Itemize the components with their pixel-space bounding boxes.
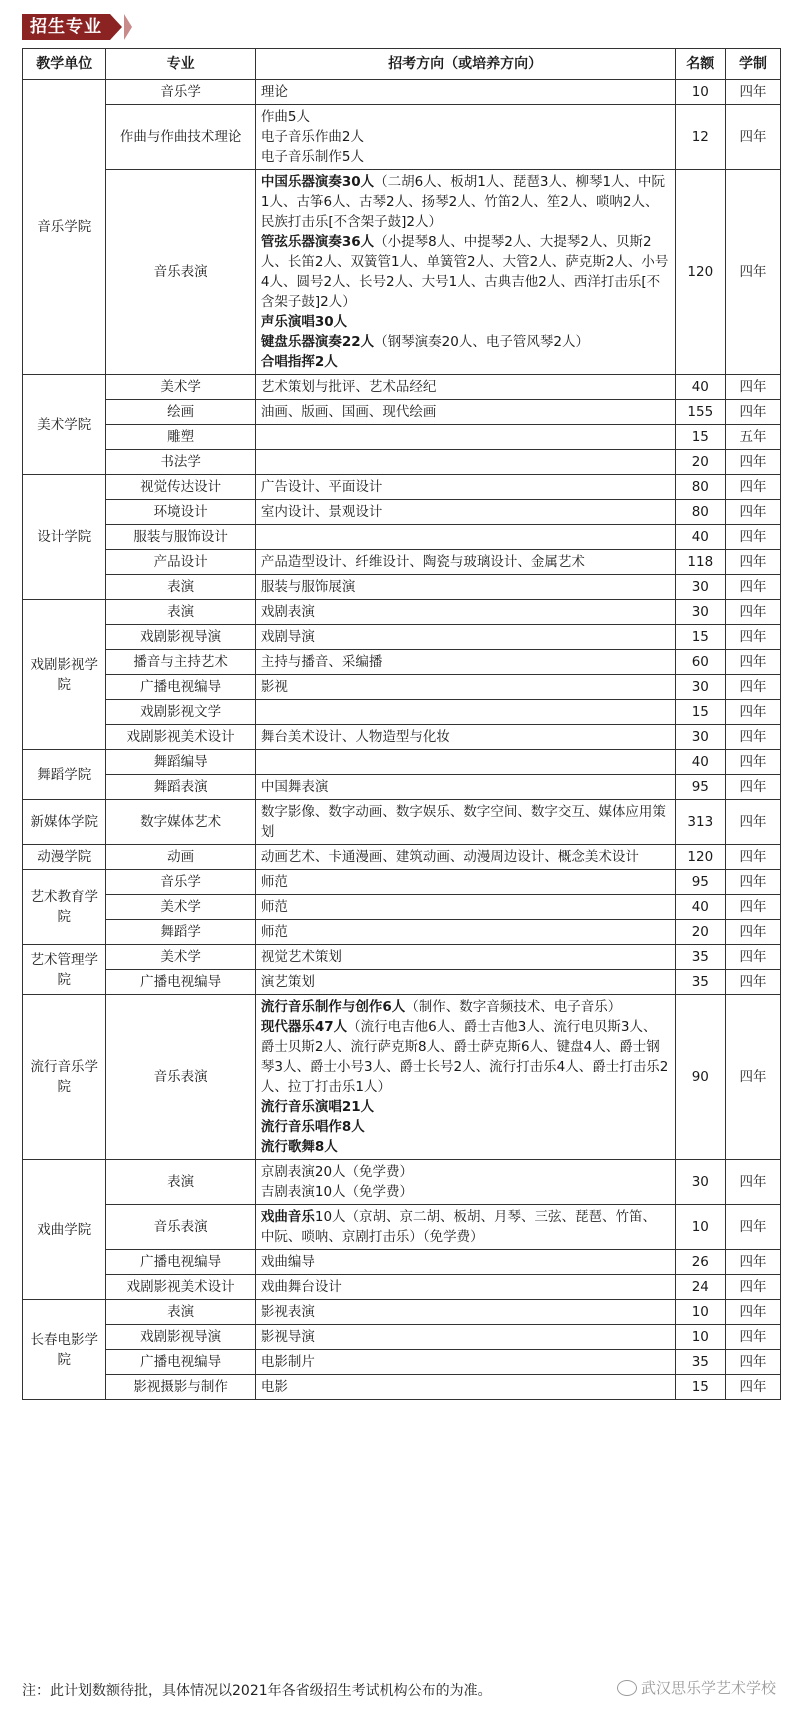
direction-cell	[255, 970, 675, 995]
unit-cell: 舞蹈学院	[23, 750, 106, 800]
quota-cell: 15	[675, 625, 726, 650]
table-row	[23, 1250, 781, 1275]
direction-bold-text: 流行音乐唱作8人	[260, 1119, 365, 1135]
direction-bold-text: 键盘乐器演奏22人	[260, 334, 375, 350]
major-cell: 舞蹈编导	[106, 750, 255, 775]
direction-line	[261, 777, 670, 797]
direction-cell	[255, 995, 675, 1160]
wechat-icon	[617, 1680, 637, 1696]
unit-cell: 设计学院	[23, 475, 106, 600]
direction-line	[261, 1277, 670, 1297]
direction-line	[261, 727, 670, 747]
years-cell: 四年	[726, 895, 781, 920]
years-cell: 四年	[726, 995, 781, 1160]
direction-bold-text: 流行歌舞8人	[260, 1139, 338, 1155]
direction-text: （钢琴演奏20人、电子管风琴2人）	[374, 334, 589, 350]
table-row	[23, 500, 781, 525]
direction-text: （小提琴8人、中提琴2人、大提琴2人、贝斯2人、长笛2人、双簧管1人、单簧管2人、大管2人、萨克斯2人、小号4人、圆号2人、长号2人、大号1人、古典吉他2人、西洋打击乐[不含架子鼓]2人）	[260, 234, 669, 310]
direction-cell	[255, 775, 675, 800]
direction-cell	[255, 1160, 675, 1205]
direction-bold-text: 管弦乐器演奏36人	[260, 234, 375, 250]
direction-line	[261, 82, 670, 102]
table-row	[23, 675, 781, 700]
quota-cell: 12	[675, 105, 726, 170]
major-cell: 影视摄影与制作	[106, 1375, 255, 1400]
direction-cell	[255, 895, 675, 920]
direction-line	[261, 502, 670, 522]
major-cell: 音乐表演	[106, 995, 255, 1160]
years-cell: 四年	[726, 1300, 781, 1325]
years-cell: 四年	[726, 1275, 781, 1300]
title-arrow-accent-icon	[124, 14, 132, 40]
years-cell: 四年	[726, 1375, 781, 1400]
years-cell: 四年	[726, 800, 781, 845]
major-cell: 作曲与作曲技术理论	[106, 105, 255, 170]
major-cell: 美术学	[106, 895, 255, 920]
years-cell: 四年	[726, 375, 781, 400]
direction-text: 视觉艺术策划	[260, 949, 342, 965]
major-cell: 绘画	[106, 400, 255, 425]
direction-cell	[255, 945, 675, 970]
footer-note: 注：此计划数额待批，具体情况以2021年各省级招生考试机构公布的为准。	[22, 1683, 492, 1699]
major-cell: 广播电视编导	[106, 1250, 255, 1275]
quota-cell: 95	[675, 775, 726, 800]
years-cell: 四年	[726, 920, 781, 945]
direction-cell	[255, 1250, 675, 1275]
major-cell: 美术学	[106, 375, 255, 400]
major-cell: 戏剧影视美术设计	[106, 1275, 255, 1300]
direction-line	[261, 627, 670, 647]
direction-line	[261, 602, 670, 622]
major-cell: 表演	[106, 575, 255, 600]
header-unit: 教学单位	[23, 49, 106, 80]
table-row	[23, 1375, 781, 1400]
table-row	[23, 920, 781, 945]
direction-text: 戏曲舞台设计	[260, 1279, 342, 1295]
direction-text: 室内设计、景观设计	[260, 504, 383, 520]
quota-cell: 30	[675, 1160, 726, 1205]
quota-cell: 30	[675, 575, 726, 600]
major-cell: 音乐表演	[106, 170, 255, 375]
direction-text: 作曲5人	[260, 109, 310, 125]
years-cell: 四年	[726, 1205, 781, 1250]
table-row	[23, 80, 781, 105]
direction-text: 10人（京胡、京二胡、板胡、月琴、三弦、琵琶、竹笛、中阮、唢呐、京剧打击乐）（免学费）	[260, 1209, 657, 1245]
years-cell: 四年	[726, 700, 781, 725]
direction-line	[261, 352, 670, 372]
years-cell: 四年	[726, 650, 781, 675]
major-cell: 戏剧影视文学	[106, 700, 255, 725]
table-row	[23, 970, 781, 995]
direction-line	[261, 922, 670, 942]
direction-text: （二胡6人、板胡1人、琵琶3人、柳琴1人、中阮1人、古筝6人、古琴2人、扬琴2人、竹笛2人、笙2人、唢呐2人、民族打击乐[不含架子鼓]2人）	[260, 174, 666, 230]
direction-line	[261, 1117, 670, 1137]
direction-text: 戏曲编导	[260, 1254, 315, 1270]
table-row	[23, 400, 781, 425]
major-cell: 视觉传达设计	[106, 475, 255, 500]
direction-cell	[255, 725, 675, 750]
quota-cell: 313	[675, 800, 726, 845]
quota-cell: 15	[675, 1375, 726, 1400]
direction-cell	[255, 500, 675, 525]
quota-cell: 10	[675, 1300, 726, 1325]
quota-cell: 10	[675, 1325, 726, 1350]
table-row	[23, 700, 781, 725]
direction-text: 电影	[260, 1379, 288, 1395]
direction-line	[261, 127, 670, 147]
direction-bold-text: 声乐演唱30人	[260, 314, 348, 330]
years-cell: 四年	[726, 1325, 781, 1350]
quota-cell: 30	[675, 725, 726, 750]
direction-cell	[255, 550, 675, 575]
years-cell: 四年	[726, 725, 781, 750]
major-cell: 广播电视编导	[106, 675, 255, 700]
major-cell: 戏剧影视美术设计	[106, 725, 255, 750]
header-quota: 名额	[675, 49, 726, 80]
direction-text: 电影制片	[260, 1354, 315, 1370]
table-row	[23, 170, 781, 375]
quota-cell: 40	[675, 750, 726, 775]
years-cell: 四年	[726, 675, 781, 700]
direction-cell	[255, 700, 675, 725]
quota-cell: 118	[675, 550, 726, 575]
direction-line	[261, 677, 670, 697]
years-cell: 四年	[726, 750, 781, 775]
title-arrow-icon	[110, 14, 122, 40]
direction-text: 油画、版画、国画、现代绘画	[260, 404, 437, 420]
direction-bold-text: 现代器乐47人	[260, 1019, 348, 1035]
years-cell: 四年	[726, 845, 781, 870]
direction-line	[261, 1097, 670, 1117]
years-cell: 四年	[726, 400, 781, 425]
table-row	[23, 845, 781, 870]
quota-cell: 20	[675, 920, 726, 945]
direction-cell	[255, 450, 675, 475]
direction-line	[261, 1352, 670, 1372]
direction-text: （制作、数字音频技术、电子音乐）	[405, 999, 622, 1015]
direction-cell	[255, 1300, 675, 1325]
quota-cell: 120	[675, 845, 726, 870]
direction-line	[261, 577, 670, 597]
table-row	[23, 450, 781, 475]
direction-line	[261, 402, 670, 422]
direction-text: 吉剧表演10人（免学费）	[260, 1184, 414, 1200]
direction-text: 师范	[260, 924, 288, 940]
quota-cell: 15	[675, 425, 726, 450]
quota-cell: 120	[675, 170, 726, 375]
direction-text: 舞台美术设计、人物造型与化妆	[260, 729, 450, 745]
direction-bold-text: 中国乐器演奏30人	[260, 174, 375, 190]
major-cell: 产品设计	[106, 550, 255, 575]
major-cell: 环境设计	[106, 500, 255, 525]
table-row	[23, 1275, 781, 1300]
years-cell: 四年	[726, 1250, 781, 1275]
table-row	[23, 1160, 781, 1205]
direction-line	[261, 652, 670, 672]
watermark-text: 武汉思乐学艺术学校	[640, 1679, 776, 1697]
years-cell: 四年	[726, 1350, 781, 1375]
major-cell: 数字媒体艺术	[106, 800, 255, 845]
table-row	[23, 870, 781, 895]
years-cell: 四年	[726, 475, 781, 500]
direction-cell	[255, 1205, 675, 1250]
table-body	[23, 80, 781, 1400]
major-cell: 美术学	[106, 945, 255, 970]
direction-text: 艺术策划与批评、艺术品经纪	[260, 379, 437, 395]
major-cell: 书法学	[106, 450, 255, 475]
direction-cell	[255, 575, 675, 600]
quota-cell: 80	[675, 500, 726, 525]
direction-cell	[255, 1375, 675, 1400]
major-cell: 播音与主持艺术	[106, 650, 255, 675]
section-title-tag	[22, 14, 132, 40]
direction-line	[261, 1017, 670, 1097]
direction-cell	[255, 425, 675, 450]
table-row	[23, 475, 781, 500]
quota-cell: 35	[675, 970, 726, 995]
direction-line	[261, 377, 670, 397]
years-cell: 四年	[726, 170, 781, 375]
table-row	[23, 1205, 781, 1250]
major-cell: 表演	[106, 1160, 255, 1205]
direction-cell	[255, 1350, 675, 1375]
watermark	[617, 1677, 776, 1698]
table-row	[23, 995, 781, 1160]
direction-text: 戏剧导演	[260, 629, 315, 645]
unit-cell: 长春电影学院	[23, 1300, 106, 1400]
header-years: 学制	[726, 49, 781, 80]
direction-cell	[255, 80, 675, 105]
quota-cell: 40	[675, 525, 726, 550]
years-cell: 四年	[726, 550, 781, 575]
major-cell: 广播电视编导	[106, 970, 255, 995]
header-major: 专业	[106, 49, 255, 80]
major-cell: 戏剧影视导演	[106, 625, 255, 650]
unit-cell: 戏曲学院	[23, 1160, 106, 1300]
direction-text: 师范	[260, 874, 288, 890]
quota-cell: 24	[675, 1275, 726, 1300]
table-row	[23, 895, 781, 920]
years-cell: 四年	[726, 575, 781, 600]
direction-line	[261, 1207, 670, 1247]
years-cell: 四年	[726, 625, 781, 650]
direction-text: 中国舞表演	[260, 779, 329, 795]
direction-cell	[255, 920, 675, 945]
direction-line	[261, 1327, 670, 1347]
table-row	[23, 575, 781, 600]
years-cell: 四年	[726, 500, 781, 525]
direction-cell	[255, 400, 675, 425]
direction-cell	[255, 675, 675, 700]
direction-cell	[255, 625, 675, 650]
direction-line	[261, 232, 670, 312]
direction-line	[261, 1137, 670, 1157]
direction-cell	[255, 105, 675, 170]
quota-cell: 30	[675, 600, 726, 625]
quota-cell: 95	[675, 870, 726, 895]
table-row	[23, 775, 781, 800]
direction-line	[261, 802, 670, 842]
direction-line	[261, 552, 670, 572]
years-cell: 四年	[726, 870, 781, 895]
direction-line	[261, 172, 670, 232]
direction-text: 动画艺术、卡通漫画、建筑动画、动漫周边设计、概念美术设计	[260, 849, 639, 865]
table-row	[23, 1300, 781, 1325]
direction-line	[261, 897, 670, 917]
years-cell: 四年	[726, 970, 781, 995]
direction-text: 影视	[260, 679, 288, 695]
direction-text: 产品造型设计、纤维设计、陶瓷与玻璃设计、金属艺术	[260, 554, 585, 570]
direction-text: 主持与播音、采编播	[260, 654, 383, 670]
direction-line	[261, 107, 670, 127]
direction-bold-text: 流行音乐制作与创作6人	[260, 999, 406, 1015]
direction-text: 影视表演	[260, 1304, 315, 1320]
direction-text: 数字影像、数字动画、数字娱乐、数字空间、数字交互、媒体应用策划	[260, 804, 666, 840]
direction-cell	[255, 170, 675, 375]
direction-cell	[255, 600, 675, 625]
direction-text: 演艺策划	[260, 974, 315, 990]
table-row	[23, 650, 781, 675]
quota-cell: 30	[675, 675, 726, 700]
direction-text: 京剧表演20人（免学费）	[260, 1164, 414, 1180]
table-row	[23, 1325, 781, 1350]
table-row	[23, 945, 781, 970]
major-cell: 舞蹈学	[106, 920, 255, 945]
direction-text: 理论	[260, 84, 288, 100]
direction-text: 戏剧表演	[260, 604, 315, 620]
direction-line	[261, 1302, 670, 1322]
header-direction: 招考方向（或培养方向）	[255, 49, 675, 80]
quota-cell: 60	[675, 650, 726, 675]
direction-cell	[255, 525, 675, 550]
direction-text: 电子音乐作曲2人	[260, 129, 364, 145]
direction-text: 广告设计、平面设计	[260, 479, 383, 495]
direction-cell	[255, 650, 675, 675]
direction-text: （流行电吉他6人、爵士吉他3人、流行电贝斯3人、爵士贝斯2人、流行萨克斯8人、爵士萨克斯6人、键盘4人、爵士钢琴3人、爵士小号3人、爵士长号2人、流行打击乐4人、爵士打击乐2人、拉丁打击乐1人）	[260, 1019, 669, 1095]
quota-cell: 20	[675, 450, 726, 475]
quota-cell: 90	[675, 995, 726, 1160]
quota-cell: 155	[675, 400, 726, 425]
years-cell: 四年	[726, 105, 781, 170]
direction-line	[261, 1162, 670, 1182]
major-cell: 动画	[106, 845, 255, 870]
unit-cell: 美术学院	[23, 375, 106, 475]
direction-cell	[255, 845, 675, 870]
unit-cell: 艺术管理学院	[23, 945, 106, 995]
table-row	[23, 105, 781, 170]
direction-text: 服装与服饰展演	[260, 579, 356, 595]
table-row	[23, 1350, 781, 1375]
direction-line	[261, 477, 670, 497]
major-cell: 戏剧影视导演	[106, 1325, 255, 1350]
direction-cell	[255, 375, 675, 400]
table-row	[23, 550, 781, 575]
major-cell: 雕塑	[106, 425, 255, 450]
table-header-row	[23, 49, 781, 80]
unit-cell: 流行音乐学院	[23, 995, 106, 1160]
major-cell: 服装与服饰设计	[106, 525, 255, 550]
years-cell: 四年	[726, 80, 781, 105]
quota-cell: 40	[675, 895, 726, 920]
quota-cell: 80	[675, 475, 726, 500]
quota-cell: 35	[675, 1350, 726, 1375]
section-title: 招生专业	[22, 14, 110, 40]
table-row	[23, 725, 781, 750]
unit-cell: 新媒体学院	[23, 800, 106, 845]
direction-cell	[255, 1325, 675, 1350]
direction-cell	[255, 750, 675, 775]
admission-plan-table	[22, 48, 781, 1400]
years-cell: 四年	[726, 525, 781, 550]
table-row	[23, 425, 781, 450]
quota-cell: 15	[675, 700, 726, 725]
direction-line	[261, 1182, 670, 1202]
years-cell: 四年	[726, 1160, 781, 1205]
direction-line	[261, 997, 670, 1017]
unit-cell: 艺术教育学院	[23, 870, 106, 945]
direction-text: 电子音乐制作5人	[260, 149, 364, 165]
quota-cell: 40	[675, 375, 726, 400]
table-row	[23, 375, 781, 400]
major-cell: 表演	[106, 1300, 255, 1325]
direction-line	[261, 147, 670, 167]
direction-cell	[255, 475, 675, 500]
major-cell: 音乐表演	[106, 1205, 255, 1250]
direction-line	[261, 332, 670, 352]
direction-cell	[255, 870, 675, 895]
direction-line	[261, 972, 670, 992]
quota-cell: 35	[675, 945, 726, 970]
direction-bold-text: 流行音乐演唱21人	[260, 1099, 375, 1115]
table-row	[23, 600, 781, 625]
direction-line	[261, 872, 670, 892]
direction-cell	[255, 1275, 675, 1300]
years-cell: 四年	[726, 450, 781, 475]
major-cell: 广播电视编导	[106, 1350, 255, 1375]
years-cell: 五年	[726, 425, 781, 450]
direction-line	[261, 947, 670, 967]
direction-line	[261, 312, 670, 332]
years-cell: 四年	[726, 775, 781, 800]
unit-cell: 戏剧影视学院	[23, 600, 106, 750]
table-row	[23, 625, 781, 650]
table-row	[23, 800, 781, 845]
direction-bold-text: 合唱指挥2人	[260, 354, 338, 370]
direction-text: 影视导演	[260, 1329, 315, 1345]
direction-text: 师范	[260, 899, 288, 915]
table-row	[23, 525, 781, 550]
major-cell: 音乐学	[106, 870, 255, 895]
quota-cell: 10	[675, 1205, 726, 1250]
years-cell: 四年	[726, 600, 781, 625]
direction-cell	[255, 800, 675, 845]
major-cell: 音乐学	[106, 80, 255, 105]
major-cell: 舞蹈表演	[106, 775, 255, 800]
direction-line	[261, 847, 670, 867]
unit-cell: 音乐学院	[23, 80, 106, 375]
direction-line	[261, 1252, 670, 1272]
unit-cell: 动漫学院	[23, 845, 106, 870]
major-cell: 表演	[106, 600, 255, 625]
direction-bold-text: 戏曲音乐	[260, 1209, 315, 1225]
years-cell: 四年	[726, 945, 781, 970]
direction-line	[261, 1377, 670, 1397]
table-row	[23, 750, 781, 775]
quota-cell: 10	[675, 80, 726, 105]
quota-cell: 26	[675, 1250, 726, 1275]
